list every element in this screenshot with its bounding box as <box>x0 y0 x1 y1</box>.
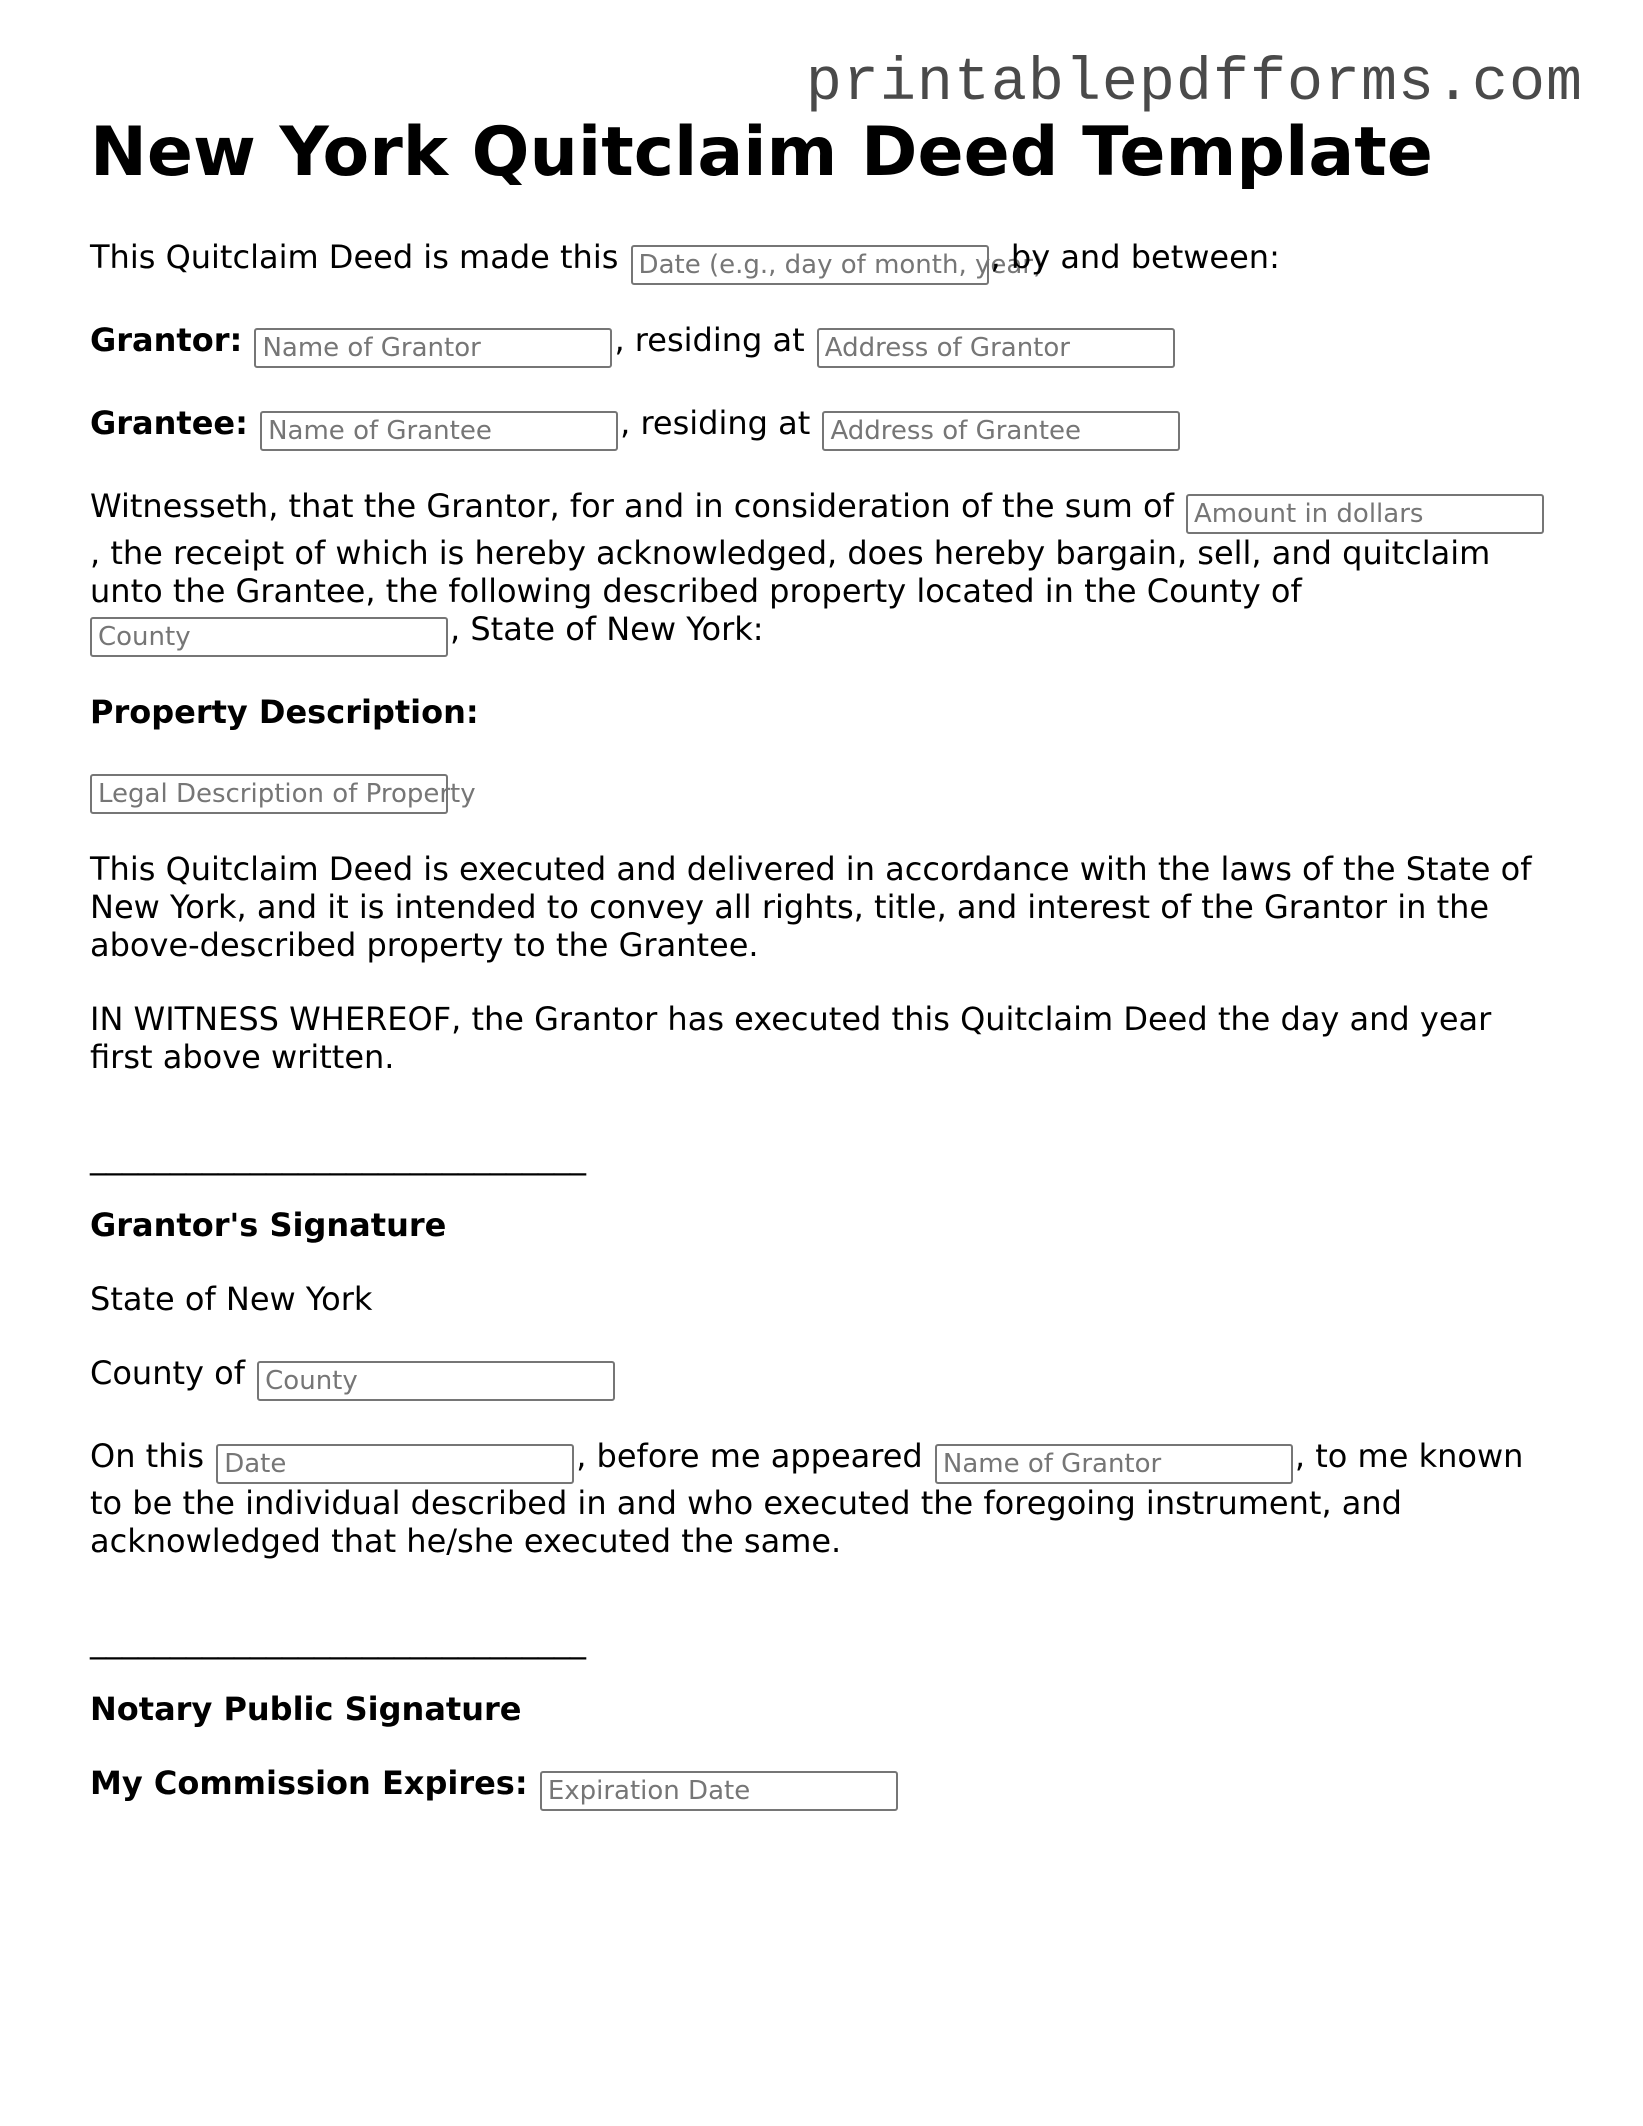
grantee-address-field[interactable]: Address of Grantee <box>822 411 1180 451</box>
watermark: printablepdfforms.com <box>805 50 1583 118</box>
commission-expiration-field[interactable]: Expiration Date <box>540 1771 898 1811</box>
grantee-residing-text: , residing at <box>620 403 811 442</box>
acknowledgment-grantor-name-field[interactable]: Name of Grantor <box>935 1444 1293 1484</box>
commission-label: My Commission Expires: <box>90 1763 528 1802</box>
witnesseth-text-end: , State of New York: <box>450 609 764 648</box>
intro-paragraph <box>90 238 1555 285</box>
witnesseth-text-mid: , the receipt of which is hereby acknowledged, does hereby bargain, sell, and quitclaim unto the Grantee, the following described property located in the County of <box>90 533 1491 610</box>
acknowledgment-text: On this <box>90 1436 205 1475</box>
grantee-line <box>90 404 1555 451</box>
witnesseth-paragraph <box>90 487 1555 657</box>
witness-paragraph: IN WITNESS WHEREOF, the Grantor has executed this Quitclaim Deed the day and year first above written. <box>90 999 1492 1076</box>
notary-signature-line: _______________________________ <box>90 1621 586 1660</box>
intro-text-end: , by and between: <box>990 237 1280 276</box>
executed-paragraph: This Quitclaim Deed is executed and delivered in accordance with the laws of the State of New York, and it is intended to convey all rights, title, and interest of the Grantor in the above-described property to the Grantee. <box>90 849 1532 964</box>
acknowledgment-text-end: , to me known to be the individual described in and who executed the foregoing instrument, and acknowledged that he/she executed the same. <box>90 1436 1524 1560</box>
form-content <box>90 112 1555 1847</box>
property-description-heading: Property Description: <box>90 692 479 731</box>
notary-county-field[interactable]: County <box>257 1361 615 1401</box>
acknowledgment-date-field[interactable]: Date <box>216 1444 574 1484</box>
grantor-signature-line: _______________________________ <box>90 1137 586 1176</box>
grantor-name-field[interactable]: Name of Grantor <box>254 328 612 368</box>
deed-date-field[interactable]: Date (e.g., day of month, year) <box>631 245 989 285</box>
page-title: New York Quitclaim Deed Template <box>90 113 1433 192</box>
amount-field[interactable]: Amount in dollars <box>1186 494 1544 534</box>
acknowledgment-paragraph <box>90 1437 1555 1560</box>
grantor-signature-label: Grantor's Signature <box>90 1205 447 1244</box>
grantor-address-field[interactable]: Address of Grantor <box>817 328 1175 368</box>
county-label: County of <box>90 1353 245 1392</box>
county-line <box>90 1354 1555 1401</box>
state-line: State of New York <box>90 1279 373 1318</box>
witnesseth-text: Witnesseth, that the Grantor, for and in consideration of the sum of <box>90 486 1174 525</box>
property-description-field[interactable]: Legal Description of Property <box>90 774 448 814</box>
grantee-name-field[interactable]: Name of Grantee <box>260 411 618 451</box>
grantor-residing-text: , residing at <box>614 320 805 359</box>
property-description-row <box>90 767 1555 814</box>
intro-text: This Quitclaim Deed is made this <box>90 237 619 276</box>
commission-line <box>90 1764 1555 1811</box>
grantor-label: Grantor: <box>90 320 243 359</box>
notary-signature-label: Notary Public Signature <box>90 1689 522 1728</box>
property-county-field[interactable]: County <box>90 617 448 657</box>
grantee-label: Grantee: <box>90 403 248 442</box>
grantor-line <box>90 321 1555 368</box>
acknowledgment-text-mid: , before me appeared <box>576 1436 923 1475</box>
